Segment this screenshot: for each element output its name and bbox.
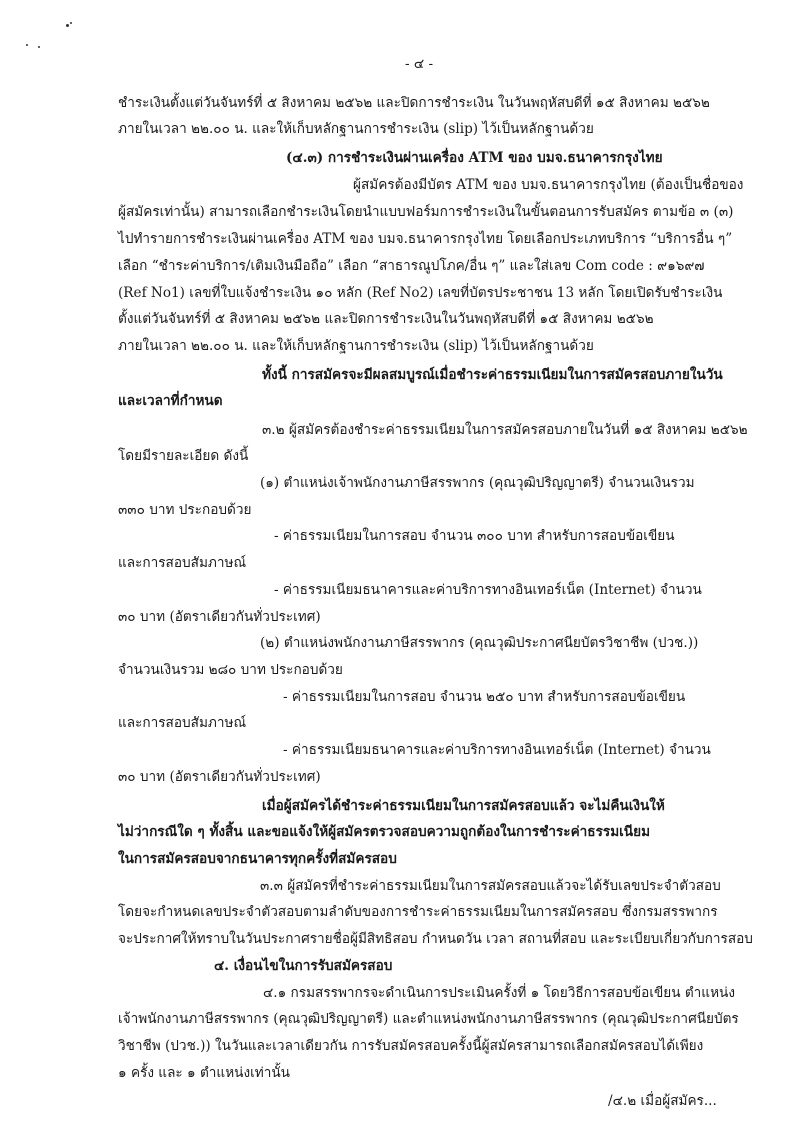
paragraph-line: โดยจะกำหนดเลขประจำตัวสอบตามลำดับของการชำระค่าธรรมเนียมในการสมัครสอบ ซึ่งกรมสรรพากร — [118, 904, 718, 920]
paragraph-line: ๓๓๐ บาท ประกอบด้วย — [118, 502, 252, 518]
paragraph-line: ๑ ครั้ง และ ๑ ตำแหน่งเท่านั้น — [118, 1065, 290, 1081]
scan-specks — [26, 20, 86, 50]
paragraph-line: (๑) ตำแหน่งเจ้าพนักงานภาษีสรรพากร (คุณวุฒิปริญญาตรี) จำนวนเงินรวม — [260, 475, 695, 491]
paragraph-line: - ค่าธรรมเนียมในการสอบ จำนวน ๒๕๐ บาท สำหรับการสอบข้อเขียน — [283, 689, 686, 705]
paragraph-line: - ค่าธรรมเนียมธนาคารและค่าบริการทางอินเทอร์เน็ต (Internet) จำนวน — [283, 742, 711, 758]
paragraph-line: ภายในเวลา ๒๒.๐๐ น. และให้เก็บหลักฐานการชำระเงิน (slip) ไว้เป็นหลักฐานด้วย — [118, 121, 594, 137]
paragraph-line: เมื่อผู้สมัครได้ชำระค่าธรรมเนียมในการสมัครสอบแล้ว จะไม่คืนเงินให้ — [262, 798, 665, 814]
section-heading: (๔.๓) การชำระเงินผ่านเครื่อง ATM ของ บมจ.ธนาคารกรุงไทย — [286, 150, 663, 166]
paragraph-line: - ค่าธรรมเนียมธนาคารและค่าบริการทางอินเทอร์เน็ต (Internet) จำนวน — [274, 582, 702, 598]
paragraph-line: เลือก “ชำระค่าบริการ/เติมเงินมือถือ” เลือก “สาธารณูปโภค/อื่น ๆ” และใส่เลข Com code : ๙๑๖๙๗ — [118, 258, 705, 274]
paragraph-line: ผู้สมัครเท่านั้น) สามารถเลือกชำระเงินโดยนำแบบฟอร์มการชำระเงินในขั้นตอนการรับสมัคร ตามข้อ ๓ (๓) — [118, 204, 734, 220]
paragraph-line: (๒) ตำแหน่งพนักงานภาษีสรรพากร (คุณวุฒิประกาศนียบัตรวิชาชีพ (ปวช.)) — [260, 635, 699, 651]
paragraph-line: ไปทำรายการชำระเงินผ่านเครื่อง ATM ของ บมจ.ธนาคารกรุงไทย โดยเลือกประเภทบริการ “บริการอื่น ๆ” — [118, 231, 733, 247]
paragraph-line: ในการสมัครสอบจากธนาคารทุกครั้งที่สมัครสอบ — [118, 851, 397, 867]
continuation-note: /๔.๒ เมื่อผู้สมัคร... — [608, 1093, 717, 1109]
paragraph-line: จำนวนเงินรวม ๒๘๐ บาท ประกอบด้วย — [118, 662, 343, 678]
paragraph-line: และการสอบสัมภาษณ์ — [118, 715, 247, 731]
paragraph-line: ๓๐ บาท (อัตราเดียวกันทั่วประเทศ) — [118, 609, 321, 625]
paragraph-line: วิชาชีพ (ปวช.)) ในวันและเวลาเดียวกัน การรับสมัครสอบครั้งนี้ผู้สมัครสามารถเลือกสมัครสอบได้เพียง — [118, 1038, 704, 1054]
paragraph-line: เจ้าพนักงานภาษีสรรพากร (คุณวุฒิปริญญาตรี) และตำแหน่งพนักงานภาษีสรรพากร (คุณวุฒิประกาศนียบัตร — [118, 1011, 739, 1027]
paragraph-line: โดยมีรายละเอียด ดังนี้ — [118, 448, 249, 464]
paragraph-line: ทั้งนี้ การสมัครจะมีผลสมบูรณ์เมื่อชำระค่าธรรมเนียมในการสมัครสอบภายในวัน — [262, 367, 723, 383]
paragraph-line: จะประกาศให้ทราบในวันประกาศรายชื่อผู้มีสิทธิสอบ กำหนดวัน เวลา สถานที่สอบ และระเบียบเกี่ยวกับการสอบ — [118, 931, 753, 947]
paragraph-line: ไม่ว่ากรณีใด ๆ ทั้งสิ้น และขอแจ้งให้ผู้สมัครตรวจสอบความถูกต้องในการชำระค่าธรรมเนียม — [118, 824, 651, 840]
paragraph-line: ตั้งแต่วันจันทร์ที่ ๕ สิงหาคม ๒๕๖๒ และปิดการชำระเงินในวันพฤหัสบดีที่ ๑๕ สิงหาคม ๒๕๖๒ — [118, 311, 654, 327]
paragraph-line: ผู้สมัครต้องมีบัตร ATM ของ บมจ.ธนาคารกรุงไทย (ต้องเป็นชื่อของ — [353, 177, 744, 193]
paragraph-line: ๓.๒ ผู้สมัครต้องชำระค่าธรรมเนียมในการสมัครสอบภายในวันที่ ๑๕ สิงหาคม ๒๕๖๒ — [262, 422, 748, 438]
paragraph-line: และเวลาที่กำหนด — [118, 393, 223, 409]
paragraph-line: ๔.๑ กรมสรรพากรจะดำเนินการประเมินครั้งที่ ๑ โดยวิธีการสอบข้อเขียน ตำแหน่ง — [263, 985, 735, 1001]
paragraph-line: ๓.๓ ผู้สมัครที่ชำระค่าธรรมเนียมในการสมัครสอบแล้วจะได้รับเลขประจำตัวสอบ — [260, 878, 721, 894]
paragraph-line: ชำระเงินตั้งแต่วันจันทร์ที่ ๕ สิงหาคม ๒๕๖๒ และปิดการชำระเงิน ในวันพฤหัสบดีที่ ๑๕ สิงหาคม ๒๕๖๒ — [118, 95, 710, 111]
section-heading: ๔. เงื่อนไขในการรับสมัครสอบ — [214, 958, 393, 974]
paragraph-line: ภายในเวลา ๒๒.๐๐ น. และให้เก็บหลักฐานการชำระเงิน (slip) ไว้เป็นหลักฐานด้วย — [118, 338, 594, 354]
page-number: - ๔ - — [405, 56, 434, 72]
paragraph-line: ๓๐ บาท (อัตราเดียวกันทั่วประเทศ) — [118, 769, 321, 785]
paragraph-line: และการสอบสัมภาษณ์ — [118, 555, 247, 571]
paragraph-line: (Ref No1) เลขที่ใบแจ้งชำระเงิน ๑๐ หลัก (Ref No2) เลขที่บัตรประชาชน 13 หลัก โดยเปิดรับชำระเงิน — [118, 285, 723, 301]
paragraph-line: - ค่าธรรมเนียมในการสอบ จำนวน ๓๐๐ บาท สำหรับการสอบข้อเขียน — [274, 528, 675, 544]
